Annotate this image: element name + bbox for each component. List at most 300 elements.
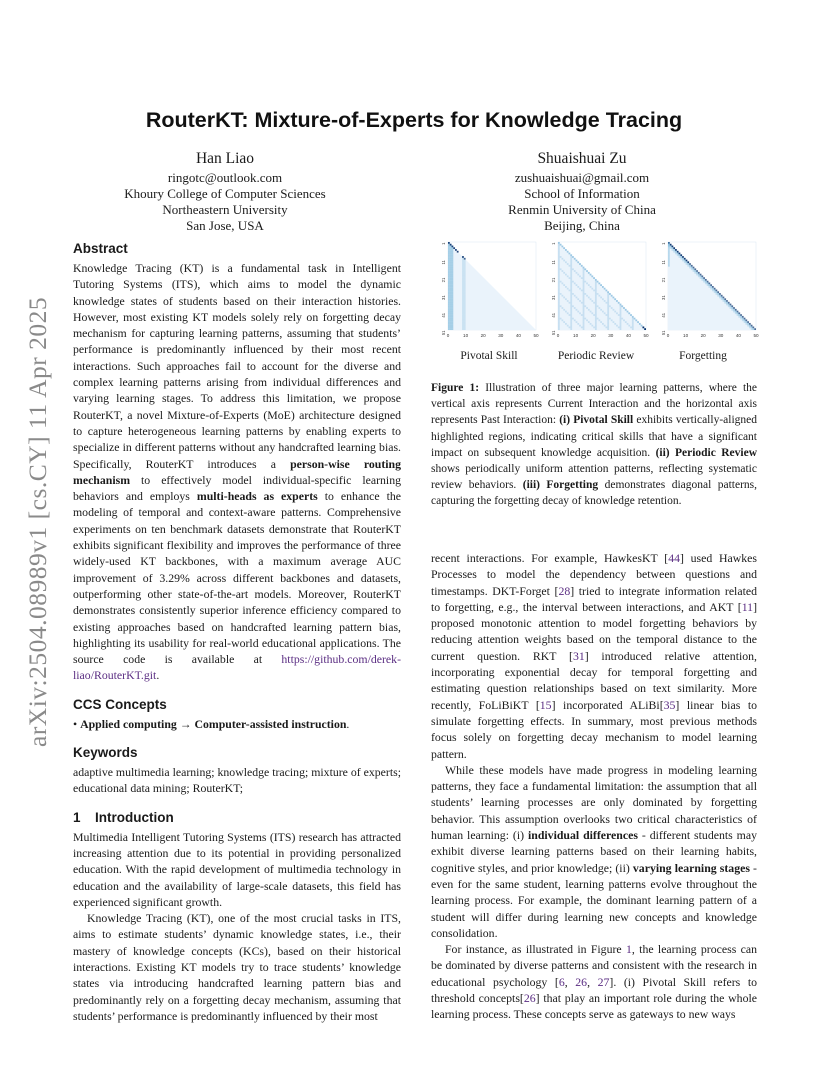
author-email[interactable]: ringotc@outlook.com	[167, 170, 283, 185]
heatmap-cell	[464, 272, 466, 274]
heatmap-cell	[607, 297, 609, 299]
citation[interactable]: 26	[523, 991, 536, 1006]
heatmap-cell	[450, 295, 452, 297]
author-name: Han Liao	[195, 150, 255, 167]
heatmap-cell	[724, 300, 726, 302]
heatmap-cell	[462, 272, 464, 274]
heatmap-cell	[595, 295, 597, 297]
heatmap-cell	[576, 309, 578, 311]
heatmap-cell	[583, 291, 585, 293]
heatmap-cell	[569, 290, 571, 292]
heatmap-cell	[448, 253, 450, 255]
heatmap-cell	[452, 325, 454, 327]
heatmap-cell	[558, 261, 560, 263]
heatmap-cell	[680, 256, 682, 258]
heatmap-cell	[588, 309, 590, 311]
figure-caption: Figure 1: Illustration of three major learning patterns, where the vertical axis represents Current Interaction and the horizontal axis represents Past Interaction: (i) Pivotal Skill exhibits vertically-aligned highlighted regions, indicating critical skills that have a significant impact on subsequent knowledge acquisition. (ii) Periodic Review shows periodically uniform attention patterns, reflecting systematic review behaviors. (iii) Forgetting demonstrates diagonal patterns, capturing the forgetting decay of knowledge retention.	[431, 382, 758, 508]
heatmap-cell	[558, 275, 560, 277]
heatmap-cell	[593, 290, 595, 292]
heatmap-cell	[462, 268, 464, 270]
heatmap-cell	[591, 288, 593, 290]
heatmap-cell	[595, 309, 597, 311]
x-tick-label: 10	[463, 333, 469, 338]
citation[interactable]: 26	[575, 974, 588, 989]
heatmap-cell	[448, 277, 450, 279]
heatmap-cell	[450, 265, 452, 267]
heatmap-cell	[607, 307, 609, 309]
arxiv-identifier: arXiv:2504.08989v1 [cs.CY] 11 Apr 2025	[23, 296, 52, 748]
heatmap-cell	[452, 321, 454, 323]
heatmap-cell	[583, 321, 585, 323]
heatmap-cell	[639, 323, 641, 325]
heatmap-cell	[620, 304, 622, 306]
heatmap-cell	[570, 274, 572, 276]
heatmap-cell	[450, 263, 452, 265]
heatmap-cell	[462, 323, 464, 325]
heatmap-cell	[464, 302, 466, 304]
heatmap-cell	[452, 268, 454, 270]
heatmap-cell	[687, 261, 689, 263]
heatmap-cell	[450, 307, 452, 309]
heatmap-cell	[679, 256, 681, 258]
heatmap-cell	[737, 314, 739, 316]
heatmap-cell	[586, 319, 588, 321]
heatmap-cell	[620, 307, 622, 309]
heatmap-cell	[600, 321, 602, 323]
x-tick-label: 50	[643, 333, 649, 338]
heatmap-cell	[607, 316, 609, 318]
heatmap-cell	[558, 284, 560, 286]
heatmap-cell	[565, 261, 567, 263]
heatmap-cell	[558, 312, 560, 314]
heatmap-cell	[574, 307, 576, 309]
heatmap-cell	[462, 300, 464, 302]
y-tick-label: 41	[441, 312, 446, 318]
heatmap-cell	[448, 316, 450, 318]
heatmap-cell	[607, 309, 609, 311]
heatmap-cell	[464, 258, 466, 260]
heatmap-cell	[581, 326, 583, 328]
heatmap-cell	[448, 274, 450, 276]
heatmap-cell	[620, 326, 622, 328]
heatmap-cell	[570, 254, 572, 256]
heatmap-cell	[570, 318, 572, 320]
heatmap-cell	[607, 304, 609, 306]
heatmap-cell	[570, 256, 572, 258]
intro-paragraph-1: Multimedia Intelligent Tutoring Systems (ITS) research has attracted increasing attention due to its potential in providing personalized education. With the rapid development of multimedia technology in education and the availability of large-scale datasets, this field has experienced significant growth.	[73, 829, 401, 909]
heatmap-cell	[698, 275, 700, 277]
heatmap-cell	[584, 281, 586, 283]
heatmap-cell	[452, 316, 454, 318]
heatmap-cell	[574, 270, 576, 272]
heatmap-cell	[623, 307, 625, 309]
heatmap-cell	[570, 325, 572, 327]
citation[interactable]: 28	[558, 583, 571, 598]
heatmap-cell	[558, 302, 560, 304]
heatmap-cell	[570, 275, 572, 277]
heatmap-cell	[691, 265, 693, 267]
heatmap-cell	[462, 312, 464, 314]
heatmap-cell	[586, 270, 588, 272]
citation[interactable]: 31	[572, 648, 585, 663]
intro-heading: 1 Introduction	[73, 809, 174, 825]
heatmap-cell	[606, 302, 608, 304]
heatmap-cell	[562, 246, 564, 248]
heatmap-cell	[452, 304, 454, 306]
heatmap-cell	[558, 256, 560, 258]
heatmap-cell	[558, 270, 560, 272]
heatmap-cell	[751, 325, 753, 327]
y-tick-label: 31	[551, 295, 556, 300]
author-email[interactable]: zushuaishuai@gmail.com	[514, 170, 650, 185]
heatmap-cell	[609, 318, 611, 320]
heatmap-cell	[558, 304, 560, 306]
heatmap-cell	[714, 288, 716, 290]
citation[interactable]: 27	[597, 974, 610, 989]
heatmap-cell	[570, 291, 572, 293]
heatmap-cell	[584, 318, 586, 320]
heatmap-cell	[583, 272, 585, 274]
heatmap-cell	[569, 277, 571, 279]
citation[interactable]: 44	[668, 551, 680, 565]
heatmap-cell	[620, 319, 622, 321]
heatmap-cell	[602, 311, 604, 313]
heatmap-cell	[728, 302, 730, 304]
heatmap-cell	[558, 247, 560, 249]
heatmap-cell	[563, 321, 565, 323]
heatmap-cell	[675, 253, 677, 255]
heatmap-cell	[632, 326, 634, 328]
heatmap-cell	[452, 247, 454, 249]
heatmap-cell	[448, 254, 450, 256]
heatmap-cell	[583, 282, 585, 284]
heatmap-cell	[721, 298, 723, 300]
heatmap-cell	[632, 319, 634, 321]
author-affiliation: Khoury College of Computer Sciences	[124, 186, 326, 201]
x-tick-label: 50	[753, 333, 759, 338]
heatmap-cell	[577, 298, 579, 300]
heatmap-cell	[462, 267, 464, 269]
intro-paragraph-5: For instance, as illustrated in Figure 1, the learning process can be dominated by diverse patterns and consistent with the research in educational psychology [6, 26, 27]. (i) Pivotal Skill refers to threshold concepts[26] that play an important role during the whole learning process. These concepts serve as gateways to new ways	[431, 942, 758, 1022]
heatmap-cell	[627, 311, 629, 313]
figure-reference[interactable]: 1	[625, 942, 632, 957]
heatmap-cell	[572, 305, 574, 307]
heatmap-cell	[731, 305, 733, 307]
heatmap-cell	[448, 275, 450, 277]
heatmap-cell	[558, 290, 560, 292]
heatmap-cell	[620, 321, 622, 323]
heatmap-cell	[558, 251, 560, 253]
heatmap-cell	[749, 326, 751, 328]
author-location: San Jose, USA	[186, 218, 264, 233]
heatmap-cell	[464, 288, 466, 290]
heatmap-cell	[747, 321, 749, 323]
heatmap-cell	[464, 323, 466, 325]
heatmap-cell	[448, 263, 450, 265]
heatmap-cell	[558, 291, 560, 293]
heatmap-cell	[462, 314, 464, 316]
heatmap-cell	[570, 311, 572, 313]
heatmap-cell	[450, 309, 452, 311]
heatmap-cell	[462, 325, 464, 327]
heatmap-cell	[616, 312, 618, 314]
heatmap-cell	[642, 326, 644, 328]
citation[interactable]: 15	[539, 697, 552, 712]
heatmap-cell	[452, 309, 454, 311]
ccs-item: • Applied computing → Computer-assisted instruction.	[73, 716, 350, 731]
heatmap-cell	[464, 274, 466, 276]
heatmap-cell	[448, 284, 450, 286]
heatmap-cell	[583, 295, 585, 297]
heatmap-cell	[452, 281, 454, 283]
heatmap-cell	[448, 244, 450, 246]
heatmap-cell	[462, 281, 464, 283]
heatmap-cell	[701, 279, 703, 281]
heatmap-cell	[620, 323, 622, 325]
citation[interactable]: 35	[663, 697, 676, 712]
heatmap-cell	[560, 318, 562, 320]
heatmap-cell	[448, 309, 450, 311]
heatmap-cell	[462, 261, 464, 263]
heatmap-cell	[586, 307, 588, 309]
heatmap-cell	[452, 254, 454, 256]
heatmap-cell	[717, 293, 719, 295]
heatmap-cell	[558, 319, 560, 321]
heatmap-cell	[607, 319, 609, 321]
heatmap-cell	[630, 314, 632, 316]
heatmap-cell	[747, 325, 749, 327]
heatmap-cell	[450, 270, 452, 272]
heatmap-cell	[448, 302, 450, 304]
heatmap-cell	[569, 302, 571, 304]
heatmap-cell	[600, 284, 602, 286]
heatmap-cell	[581, 277, 583, 279]
heatmap-cell	[630, 326, 632, 328]
heatmap-cell	[588, 272, 590, 274]
heatmap-periodic-review	[550, 238, 650, 342]
heatmap-cell	[632, 316, 634, 318]
y-tick-label: 11	[551, 260, 556, 265]
heatmap-cell	[567, 325, 569, 327]
y-tick-label: 21	[551, 277, 556, 283]
y-tick-label: 41	[661, 312, 666, 318]
heatmap-cell	[448, 261, 450, 263]
heatmap-cell	[701, 277, 703, 279]
keywords-text: adaptive multimedia learning; knowledge tracing; mixture of experts; educational data mining; RouterKT;	[73, 765, 401, 796]
heatmap-cell	[719, 295, 721, 297]
heatmap-cell	[627, 323, 629, 325]
heatmap-cell	[591, 325, 593, 327]
heatmap-cell	[598, 319, 600, 321]
heatmap-cell	[595, 302, 597, 304]
heatmap-cell	[450, 304, 452, 306]
heatmap-cell	[462, 309, 464, 311]
heatmap-cell	[462, 297, 464, 299]
heatmap-cell	[744, 319, 746, 321]
heatmap-cell	[738, 312, 740, 314]
heatmap-cell	[450, 312, 452, 314]
heatmap-cell	[632, 323, 634, 325]
heatmap-cell	[570, 272, 572, 274]
heatmap-cell	[462, 293, 464, 295]
heatmap-cell	[687, 265, 689, 267]
heatmap-cell	[597, 318, 599, 320]
heatmap-cell	[448, 304, 450, 306]
heatmap-cell	[668, 254, 670, 256]
heatmap-cell	[560, 293, 562, 295]
heatmap-cell	[577, 274, 579, 276]
heatmap-cell	[448, 311, 450, 313]
heatmap-cell	[694, 270, 696, 272]
heatmap-cell	[565, 323, 567, 325]
heatmap-cell	[570, 260, 572, 262]
heatmap-cell	[584, 268, 586, 270]
citation[interactable]: 6	[558, 974, 565, 989]
heatmap-cell	[595, 304, 597, 306]
heatmap-cell	[625, 321, 627, 323]
heatmap-cell	[450, 325, 452, 327]
source-code-link[interactable]: https://github.com/derek-liao/RouterKT.git	[73, 652, 401, 683]
heatmap-cell	[452, 326, 454, 328]
heatmap-cell	[689, 265, 691, 267]
heatmap-cell	[570, 268, 572, 270]
heatmap-cell	[448, 319, 450, 321]
heatmap-cell	[558, 328, 560, 330]
heatmap-cell	[448, 281, 450, 283]
heatmap-cell	[675, 249, 677, 251]
heatmap-cell	[450, 318, 452, 320]
heatmap-cell	[572, 281, 574, 283]
heatmap-cell	[563, 260, 565, 262]
heatmap-cell	[450, 267, 452, 269]
heatmap-cell	[462, 265, 464, 267]
heatmap-cell	[452, 311, 454, 313]
heatmap-cell	[618, 314, 620, 316]
heatmap-cell	[450, 249, 452, 251]
heatmap-cell	[577, 311, 579, 313]
heatmap-cell	[607, 300, 609, 302]
heatmap-forgetting	[660, 238, 760, 342]
heatmap-cell	[570, 279, 572, 281]
heatmap-cell	[462, 311, 464, 313]
heatmap-cell	[595, 328, 597, 330]
heatmap-cell	[450, 288, 452, 290]
heatmap-cell	[707, 282, 709, 284]
heatmap-cell	[560, 268, 562, 270]
heatmap-cell	[705, 282, 707, 284]
heatmap-cell	[464, 263, 466, 265]
heatmap-cell	[448, 265, 450, 267]
heatmap-cell	[558, 268, 560, 270]
heatmap-cell	[602, 323, 604, 325]
heatmap-cell	[597, 281, 599, 283]
heatmap-cell	[570, 281, 572, 283]
heatmap-cell	[448, 279, 450, 281]
heatmap-cell	[752, 328, 754, 330]
heatmap-cell	[570, 312, 572, 314]
heatmap-cell	[570, 270, 572, 272]
heatmap-cell	[716, 291, 718, 293]
heatmap-cell	[737, 311, 739, 313]
heatmap-cell	[595, 284, 597, 286]
heatmap-cell	[567, 300, 569, 302]
heatmap-cell	[620, 312, 622, 314]
heatmap-cell	[570, 305, 572, 307]
heatmap-cell	[735, 311, 737, 313]
heatmap-cell	[632, 328, 634, 330]
heatmap-cell	[570, 314, 572, 316]
citation[interactable]: 11	[741, 599, 754, 614]
heatmap-cell	[452, 290, 454, 292]
heatmap-cell	[565, 311, 567, 313]
heatmap-cell	[712, 286, 714, 288]
heatmap-cell	[604, 288, 606, 290]
heatmap-cell	[572, 256, 574, 258]
heatmap-cell	[450, 314, 452, 316]
heatmap-cell	[693, 267, 695, 269]
heatmap-cell	[641, 325, 643, 327]
heatmap-cell	[583, 312, 585, 314]
heatmap-cell	[708, 284, 710, 286]
x-tick-label: 20	[480, 333, 486, 338]
heatmap-cell	[558, 263, 560, 265]
heatmap-cell	[579, 325, 581, 327]
heatmap-cell	[450, 284, 452, 286]
heatmap-cell	[570, 282, 572, 284]
heatmap-cell	[576, 284, 578, 286]
heatmap-cell	[689, 263, 691, 265]
heatmap-cell	[689, 267, 691, 269]
heatmap-cell	[576, 272, 578, 274]
heatmap-cell	[448, 328, 450, 330]
heatmap-cell	[464, 321, 466, 323]
heatmap-cell	[620, 316, 622, 318]
author-block-2	[432, 148, 732, 234]
heatmap-cell	[570, 323, 572, 325]
heatmap-cell	[579, 288, 581, 290]
heatmap-cell	[462, 256, 464, 258]
heatmap-cell	[450, 300, 452, 302]
heatmap-cell	[700, 275, 702, 277]
heatmap-cell	[583, 316, 585, 318]
heatmap-cell	[450, 286, 452, 288]
heatmap-cell	[644, 328, 646, 330]
y-tick-label: 41	[551, 312, 556, 318]
heatmap-cell	[583, 314, 585, 316]
heatmap-cell	[570, 295, 572, 297]
heatmap-cell	[723, 297, 725, 299]
heatmap-cell	[448, 291, 450, 293]
heatmap-cell	[558, 307, 560, 309]
heatmap-cell	[452, 323, 454, 325]
heatmap-cell	[448, 297, 450, 299]
heatmap-cell	[595, 300, 597, 302]
heatmap-cell	[448, 286, 450, 288]
heatmap-cell	[464, 286, 466, 288]
heatmap-cell	[673, 249, 675, 251]
heatmap-cell	[581, 290, 583, 292]
heatmap-cell	[448, 323, 450, 325]
heatmap-cell	[616, 325, 618, 327]
heatmap-cell	[623, 319, 625, 321]
heatmap-cell	[733, 311, 735, 313]
heatmap-cell	[606, 326, 608, 328]
heatmap-cell	[452, 261, 454, 263]
heatmap-cell	[731, 307, 733, 309]
heatmap-cell	[611, 307, 613, 309]
heatmap-cell	[462, 328, 464, 330]
x-tick-label: 20	[590, 333, 596, 338]
